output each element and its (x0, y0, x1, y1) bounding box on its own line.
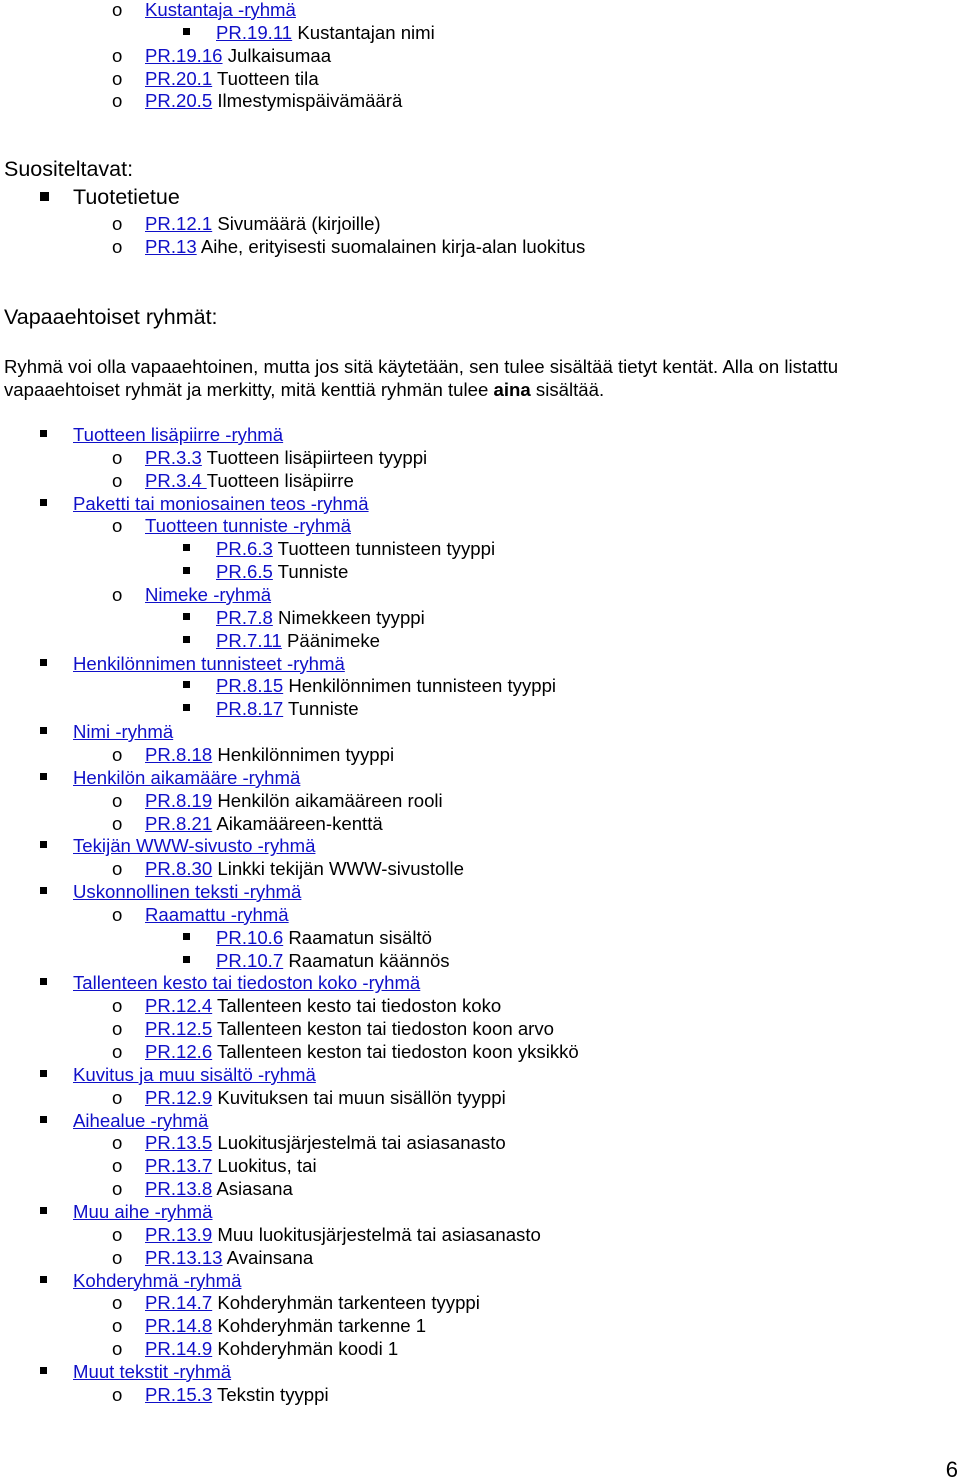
field-description: Tuotteen lisäpiirre (206, 469, 354, 491)
field-description: Kohderyhmän tarkenteen tyyppi (212, 1292, 480, 1314)
field-link[interactable]: Tuotteen tunniste -ryhmä (145, 515, 352, 537)
field-link[interactable]: PR.20.5 (145, 90, 213, 112)
circle-bullet-icon: o (112, 1246, 123, 1268)
field-description: Kohderyhmän koodi 1 (212, 1338, 399, 1359)
square-bullet-icon (183, 681, 190, 688)
emphasis-text: aina (493, 379, 531, 400)
field-description: Aikamääreen-kenttä (212, 812, 383, 834)
field-description: Luokitusjärjestelmä tai asiasanasto (212, 1132, 506, 1154)
field-description: Tuotteen tila (212, 67, 319, 89)
circle-bullet-icon: o (112, 236, 123, 257)
field-link[interactable]: Muu aihe -ryhmä (73, 1200, 213, 1222)
square-bullet-icon (40, 1070, 47, 1077)
square-bullet-icon (183, 933, 190, 940)
field-link[interactable]: Kohderyhmä -ryhmä (73, 1269, 242, 1291)
field-link[interactable]: Nimeke -ryhmä (145, 584, 272, 605)
field-link[interactable]: PR.13.8 (145, 1178, 213, 1200)
field-description: Henkilönnimen tunnisteen tyyppi (283, 675, 557, 697)
circle-bullet-icon: o (112, 90, 123, 112)
circle-bullet-icon: o (112, 469, 123, 491)
field-link[interactable]: PR.19.16 (145, 44, 223, 66)
field-link[interactable]: PR.7.8 (216, 606, 273, 628)
field-link[interactable]: PR.13.7 (145, 1155, 213, 1177)
square-bullet-icon (40, 887, 47, 894)
field-description: Muu luokitusjärjestelmä tai asiasanasto (212, 1223, 541, 1245)
field-link[interactable]: PR.14.7 (145, 1292, 213, 1314)
optional-paragraph-line-1: Ryhmä voi olla vapaaehtoinen, mutta jos sitä käytetään, sen tulee sisältää tietyt kentät. Alla on listattu (4, 356, 839, 377)
circle-bullet-icon: o (112, 1338, 123, 1359)
field-link[interactable]: Henkilön aikamääre -ryhmä (73, 766, 301, 788)
field-description: Avainsana (222, 1246, 314, 1268)
field-description: Sivumäärä (kirjoille) (212, 213, 381, 234)
field-link[interactable]: Tekijän WWW-sivusto -ryhmä (73, 835, 316, 857)
square-bullet-icon (40, 773, 47, 780)
field-link[interactable]: Muut tekstit -ryhmä (73, 1360, 232, 1382)
circle-bullet-icon: o (112, 1383, 123, 1405)
circle-bullet-icon: o (112, 1155, 123, 1177)
square-bullet-icon (183, 636, 190, 643)
field-link[interactable]: Kustantaja -ryhmä (145, 0, 296, 20)
field-link[interactable]: PR.12.9 (145, 1086, 213, 1108)
field-description: Tallenteen keston tai tiedoston koon arvo (212, 1018, 554, 1040)
square-bullet-icon (40, 192, 49, 201)
circle-bullet-icon: o (112, 1041, 123, 1062)
field-description: Kustantajan nimi (292, 21, 435, 43)
recommended-heading: Suositeltavat: (4, 157, 134, 181)
square-bullet-icon (40, 978, 47, 985)
field-link[interactable]: Nimi -ryhmä (73, 721, 174, 742)
field-link[interactable]: Tuotteen lisäpiirre -ryhmä (73, 424, 284, 445)
field-description: Tunniste (272, 561, 349, 583)
square-bullet-icon (40, 659, 47, 666)
circle-bullet-icon: o (112, 584, 123, 605)
square-bullet-icon (183, 544, 190, 551)
field-description: Nimekkeen tyyppi (272, 606, 425, 628)
field-description: Kuvituksen tai muun sisällön tyyppi (212, 1086, 506, 1108)
circle-bullet-icon: o (112, 903, 123, 925)
square-bullet-icon (40, 727, 47, 734)
field-link[interactable]: PR.3.4 (145, 469, 207, 491)
field-link[interactable]: Raamattu -ryhmä (145, 903, 289, 925)
field-link[interactable]: PR.8.21 (145, 812, 213, 834)
page-number: 6 (945, 1457, 958, 1482)
field-link[interactable]: PR.6.5 (216, 561, 273, 583)
circle-bullet-icon: o (112, 446, 123, 468)
circle-bullet-icon: o (112, 812, 123, 834)
square-bullet-icon (183, 613, 190, 620)
field-link[interactable]: PR.13.9 (145, 1223, 213, 1245)
square-bullet-icon (40, 1367, 47, 1374)
field-link[interactable]: PR.15.3 (145, 1383, 213, 1405)
recommended-group-label: Tuotetietue (73, 185, 180, 209)
circle-bullet-icon: o (112, 1086, 123, 1108)
field-link[interactable]: PR.8.15 (216, 675, 284, 697)
field-description: Tallenteen kesto tai tiedoston koko (212, 995, 502, 1017)
field-link[interactable]: PR.12.1 (145, 213, 213, 234)
field-link[interactable]: PR.14.9 (145, 1338, 213, 1359)
field-link[interactable]: PR.6.3 (216, 538, 273, 560)
circle-bullet-icon: o (112, 789, 123, 811)
circle-bullet-icon: o (112, 1223, 123, 1245)
square-bullet-icon (183, 956, 190, 963)
field-link[interactable]: PR.8.17 (216, 698, 284, 720)
field-link[interactable]: Uskonnollinen teksti -ryhmä (73, 881, 302, 902)
field-link[interactable]: PR.20.1 (145, 67, 213, 89)
circle-bullet-icon: o (112, 1292, 123, 1314)
field-description: Päänimeke (281, 629, 381, 651)
field-link[interactable]: Paketti tai moniosainen teos -ryhmä (73, 492, 369, 514)
square-bullet-icon (40, 1276, 47, 1283)
field-link[interactable]: PR.19.11 (216, 21, 293, 43)
field-link[interactable]: PR.13.5 (145, 1132, 213, 1154)
field-link[interactable]: PR.13.13 (145, 1246, 223, 1268)
square-bullet-icon (183, 704, 190, 711)
square-bullet-icon (183, 567, 190, 574)
circle-bullet-icon: o (112, 213, 123, 234)
field-description: Tallenteen keston tai tiedoston koon yksikkö (212, 1041, 579, 1062)
circle-bullet-icon: o (112, 1132, 123, 1154)
square-bullet-icon (183, 28, 190, 35)
field-link[interactable]: PR.8.18 (145, 743, 213, 765)
circle-bullet-icon: o (112, 858, 123, 880)
square-bullet-icon (40, 499, 47, 506)
circle-bullet-icon: o (112, 1018, 123, 1040)
field-description: Tuotteen tunnisteen tyyppi (272, 538, 496, 560)
field-link[interactable]: PR.7.11 (216, 629, 282, 651)
field-description: Asiasana (212, 1178, 293, 1200)
field-link[interactable]: PR.12.6 (145, 1041, 213, 1062)
field-link[interactable]: Henkilönnimen tunnisteet -ryhmä (73, 652, 345, 674)
circle-bullet-icon: o (112, 1315, 123, 1337)
optional-paragraph-line-2: vapaaehtoiset ryhmät ja merkitty, mitä kenttiä ryhmän tulee aina sisältää. (4, 379, 605, 400)
field-description: Aihe, erityisesti suomalainen kirja-alan luokitus (196, 236, 586, 257)
field-link[interactable]: Aihealue -ryhmä (73, 1109, 209, 1131)
field-link[interactable]: PR.10.6 (216, 926, 284, 948)
field-description: Luokitus, tai (212, 1155, 317, 1177)
field-description: Raamatun käännös (283, 949, 450, 971)
field-link[interactable]: PR.10.7 (216, 949, 284, 971)
field-link[interactable]: Kuvitus ja muu sisältö -ryhmä (73, 1063, 316, 1085)
square-bullet-icon (40, 841, 47, 848)
field-description: Ilmestymispäivämäärä (212, 90, 403, 112)
circle-bullet-icon: o (112, 67, 123, 89)
field-link[interactable]: PR.8.19 (145, 789, 213, 811)
field-link[interactable]: PR.12.5 (145, 1018, 213, 1040)
field-description: Linkki tekijän WWW-sivustolle (212, 858, 464, 880)
field-description: Julkaisumaa (222, 44, 332, 66)
circle-bullet-icon: o (112, 44, 123, 66)
field-description: Henkilön aikamääreen rooli (212, 789, 443, 811)
field-link[interactable]: PR.8.30 (145, 858, 213, 880)
circle-bullet-icon: o (112, 0, 123, 20)
field-description: Henkilönnimen tyyppi (212, 743, 395, 765)
optional-heading: Vapaaehtoiset ryhmät: (4, 305, 218, 329)
circle-bullet-icon: o (112, 743, 123, 765)
field-description: Tekstin tyyppi (212, 1383, 329, 1405)
field-description: Kohderyhmän tarkenne 1 (212, 1315, 427, 1337)
field-link[interactable]: Tallenteen kesto tai tiedoston koko -ryhmä (73, 972, 421, 994)
field-link[interactable]: PR.12.4 (145, 995, 213, 1017)
circle-bullet-icon: o (112, 515, 123, 537)
field-link[interactable]: PR.14.8 (145, 1315, 213, 1337)
square-bullet-icon (40, 430, 47, 437)
square-bullet-icon (40, 1207, 47, 1214)
circle-bullet-icon: o (112, 995, 123, 1017)
field-description: Raamatun sisältö (283, 926, 433, 948)
field-description: Tuotteen lisäpiirteen tyyppi (201, 446, 428, 468)
field-link[interactable]: PR.13 (145, 236, 197, 257)
circle-bullet-icon: o (112, 1178, 123, 1200)
field-link[interactable]: PR.3.3 (145, 446, 202, 468)
field-description: Tunniste (283, 698, 359, 720)
square-bullet-icon (40, 1116, 47, 1123)
